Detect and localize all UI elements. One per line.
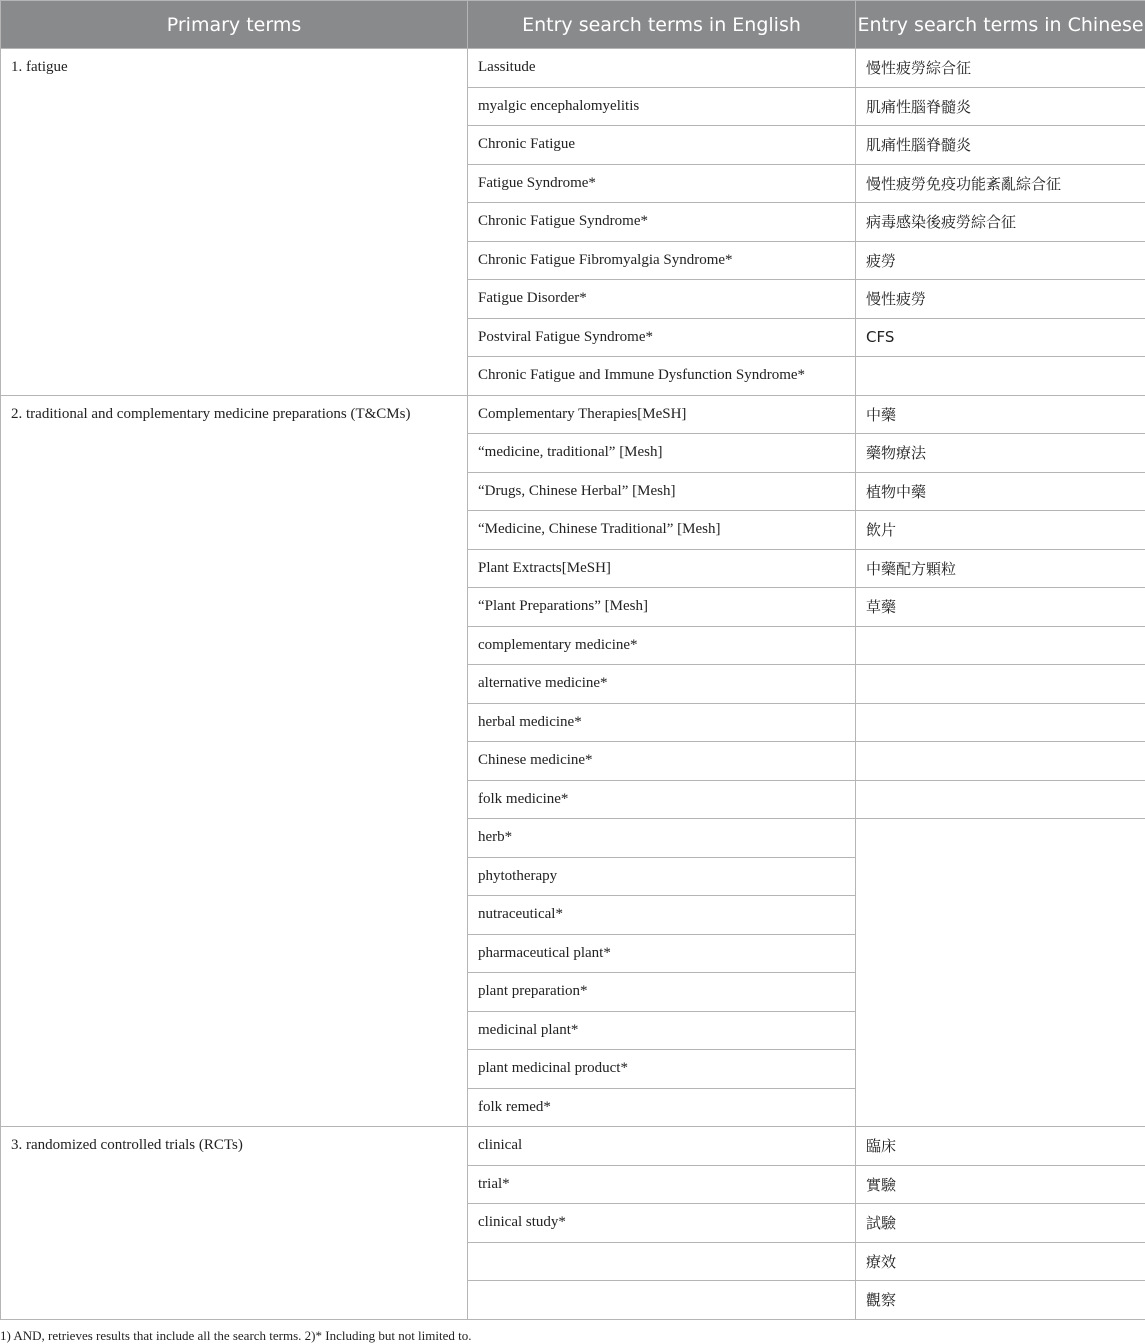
header-row xyxy=(1,1,1145,49)
header-english-terms: Entry search terms in English xyxy=(468,1,856,49)
chinese-term-cell: 試驗 xyxy=(856,1204,1145,1243)
chinese-term-cell xyxy=(856,780,1145,819)
header-primary-terms: Primary terms xyxy=(1,1,468,49)
english-term-cell: Chronic Fatigue xyxy=(468,126,856,165)
english-term-cell: clinical xyxy=(468,1127,856,1166)
english-term-cell: Plant Extracts[MeSH] xyxy=(468,549,856,588)
chinese-term-cell: 植物中藥 xyxy=(856,472,1145,511)
english-term-cell: Chronic Fatigue Syndrome* xyxy=(468,203,856,242)
chinese-term-cell xyxy=(856,626,1145,665)
primary-term-cell: 3. randomized controlled trials (RCTs) xyxy=(1,1127,468,1320)
english-term-cell: Chronic Fatigue and Immune Dysfunction Syndrome* xyxy=(468,357,856,396)
chinese-term-cell: 飲片 xyxy=(856,511,1145,550)
table-row xyxy=(1,49,1145,88)
english-term-cell: pharmaceutical plant* xyxy=(468,934,856,973)
english-term-cell: nutraceutical* xyxy=(468,896,856,935)
english-term-cell: folk medicine* xyxy=(468,780,856,819)
english-term-cell: “medicine, traditional” [Mesh] xyxy=(468,434,856,473)
english-term-cell xyxy=(468,1242,856,1281)
chinese-term-cell: 肌痛性腦脊髓炎 xyxy=(856,87,1145,126)
english-term-cell: Complementary Therapies[MeSH] xyxy=(468,395,856,434)
english-term-cell: Fatigue Disorder* xyxy=(468,280,856,319)
chinese-term-cell: 慢性疲勞免疫功能紊亂綜合征 xyxy=(856,164,1145,203)
header-chinese-terms: Entry search terms in Chinese xyxy=(856,1,1145,49)
english-term-cell: Fatigue Syndrome* xyxy=(468,164,856,203)
english-term-cell xyxy=(468,1281,856,1320)
english-term-cell: medicinal plant* xyxy=(468,1011,856,1050)
english-term-cell: “Medicine, Chinese Traditional” [Mesh] xyxy=(468,511,856,550)
chinese-term-cell xyxy=(856,703,1145,742)
english-term-cell: plant preparation* xyxy=(468,973,856,1012)
english-term-cell: Lassitude xyxy=(468,49,856,88)
chinese-term-cell xyxy=(856,665,1145,704)
english-term-cell: myalgic encephalomyelitis xyxy=(468,87,856,126)
chinese-term-cell: 肌痛性腦脊髓炎 xyxy=(856,126,1145,165)
english-term-cell: herb* xyxy=(468,819,856,858)
chinese-term-cell: 觀察 xyxy=(856,1281,1145,1320)
english-term-cell: complementary medicine* xyxy=(468,626,856,665)
chinese-term-cell: 病毒感染後疲勞綜合征 xyxy=(856,203,1145,242)
chinese-term-cell: 草藥 xyxy=(856,588,1145,627)
english-term-cell: trial* xyxy=(468,1165,856,1204)
english-term-cell: Chinese medicine* xyxy=(468,742,856,781)
table-footnote: 1) AND, retrieves results that include all the search terms. 2)* Including but not limited to. xyxy=(0,1320,1145,1344)
english-term-cell: folk remed* xyxy=(468,1088,856,1127)
table-row xyxy=(1,1127,1145,1166)
chinese-term-cell: 藥物療法 xyxy=(856,434,1145,473)
chinese-term-cell: 療效 xyxy=(856,1242,1145,1281)
chinese-term-cell: 慢性疲勞 xyxy=(856,280,1145,319)
english-term-cell: plant medicinal product* xyxy=(468,1050,856,1089)
chinese-term-cell: 臨床 xyxy=(856,1127,1145,1166)
chinese-term-cell xyxy=(856,742,1145,781)
chinese-term-cell: CFS xyxy=(856,318,1145,357)
english-term-cell: Chronic Fatigue Fibromyalgia Syndrome* xyxy=(468,241,856,280)
english-term-cell: “Plant Preparations” [Mesh] xyxy=(468,588,856,627)
chinese-term-cell: 實驗 xyxy=(856,1165,1145,1204)
chinese-term-cell: 疲勞 xyxy=(856,241,1145,280)
english-term-cell: Postviral Fatigue Syndrome* xyxy=(468,318,856,357)
chinese-term-cell xyxy=(856,357,1145,396)
table-row xyxy=(1,395,1145,434)
english-term-cell: “Drugs, Chinese Herbal” [Mesh] xyxy=(468,472,856,511)
chinese-term-cell xyxy=(856,819,1145,1127)
english-term-cell: herbal medicine* xyxy=(468,703,856,742)
english-term-cell: phytotherapy xyxy=(468,857,856,896)
primary-term-cell: 2. traditional and complementary medicine preparations (T&CMs) xyxy=(1,395,468,1127)
english-term-cell: alternative medicine* xyxy=(468,665,856,704)
chinese-term-cell: 慢性疲勞綜合征 xyxy=(856,49,1145,88)
primary-term-cell: 1. fatigue xyxy=(1,49,468,396)
chinese-term-cell: 中藥 xyxy=(856,395,1145,434)
chinese-term-cell: 中藥配方顆粒 xyxy=(856,549,1145,588)
english-term-cell: clinical study* xyxy=(468,1204,856,1243)
table-body xyxy=(1,49,1145,1320)
